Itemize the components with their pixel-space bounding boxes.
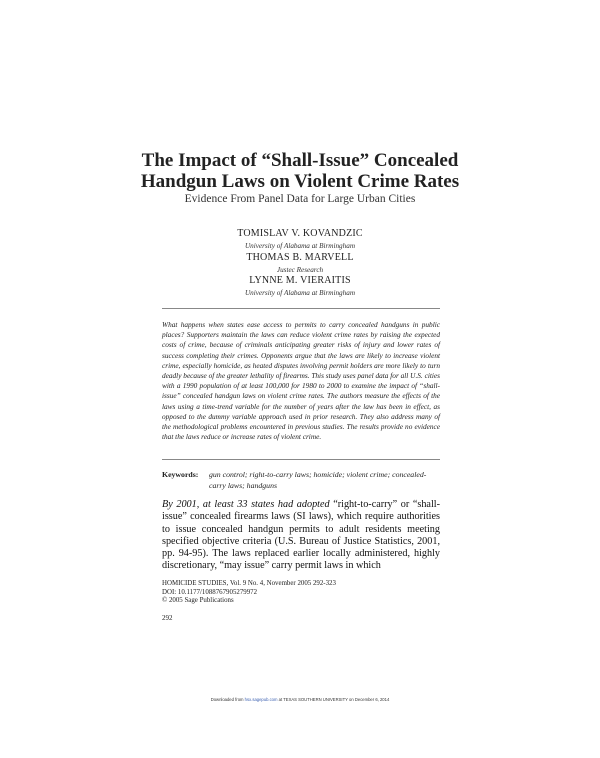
footer-suffix: at TEXAS SOUTHERN UNIVERSITY on December 6, 2014 (277, 697, 390, 702)
article-title (0, 150, 600, 192)
author-name: TOMISLAV V. KOVANDZIC (237, 228, 363, 239)
body-lead: By 2001, at least 33 states had adopted (162, 499, 330, 510)
abstract-top-rule (162, 308, 440, 309)
page-number: 292 (162, 614, 173, 622)
footer-prefix: Downloaded from (210, 697, 245, 702)
footer-link[interactable]: hsx.sagepub.com (244, 697, 278, 702)
abstract-bottom-rule (162, 459, 440, 460)
author-affiliation: University of Alabama at Birmingham (244, 242, 356, 250)
author-name: LYNNE M. VIERAITIS (249, 275, 351, 286)
doi: DOI: 10.1177/1088767905279972 (162, 588, 258, 596)
download-footer (0, 697, 600, 702)
author-name: THOMAS B. MARVELL (246, 252, 354, 263)
copyright: © 2005 Sage Publications (162, 597, 234, 605)
author-affiliation: University of Alabama at Birmingham (244, 289, 356, 297)
author-affiliation: Justec Research (276, 266, 324, 274)
keywords-label: Keywords: (162, 470, 199, 479)
abstract: What happens when states ease access to permits to carry concealed handguns in public places? Supporters maintain the laws can reduce violent crime rates by raising the expected costs of crime, because of criminals anticipating greater risks of injury and lower rates of success completing their crimes. Opponents argue that the laws are likely to increase violent crime, especially homicide, as heated disputes involving permit holders are more likely to turn deadly because of the greater lethality of firearms. This study uses panel data for all U.S. cities with a 1990 population of at least 100,000 for 1980 to 2000 to examine the impact of “shall-issue” concealed handgun laws on violent crime rates. The authors measure the effects of the laws using a time-trend variable for the number of years after the law has been in effect, as opposed to the dummy variable approach used in prior research. They also address many of the methodological problems encountered in previous studies. The results provide no evidence that the laws reduce or increase rates of violent crime. (162, 320, 440, 442)
article-title-line-2: Handgun Laws on Violent Crime Rates (140, 171, 460, 192)
article-title-line-1: The Impact of “Shall-Issue” Concealed (141, 150, 459, 171)
citation-block (162, 580, 336, 606)
article-subtitle: Evidence From Panel Data for Large Urban Cities (184, 193, 416, 205)
body-text: “right-to-carry” or “shall-issue” concealed firearms laws (SI laws), which require authorities to issue concealed handgun permits to adult residents meeting specified objective criteria (U.S. Bureau of Justice Statistics, 2001, pp. 94-95). The laws replaced earlier locally administered, highly discretionary, “may issue” carry permit laws in which (162, 499, 440, 572)
body-paragraph (162, 499, 440, 573)
keywords-text: gun control; right-to-carry laws; homicide; violent crime; concealed-carry laws; handguns (209, 470, 427, 490)
journal-citation: HOMICIDE STUDIES, Vol. 9 No. 4, November 2005 292-323 (162, 580, 336, 587)
